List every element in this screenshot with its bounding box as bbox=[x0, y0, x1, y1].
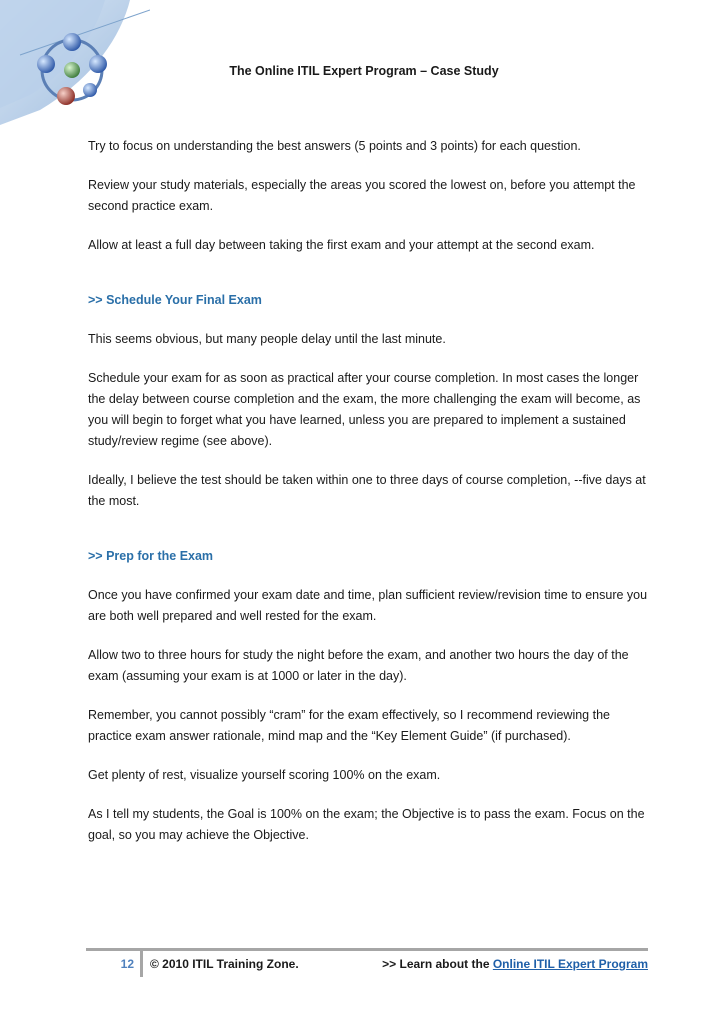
section-heading-schedule: >> Schedule Your Final Exam bbox=[88, 293, 262, 307]
document-body bbox=[88, 136, 648, 864]
paragraph: Remember, you cannot possibly “cram” for the exam effectively, so I recommend reviewing the practice exam answer rationale, mind map and the “Key Element Guide” (if purchased). bbox=[88, 708, 610, 743]
page-header-title: The Online ITIL Expert Program – Case Study bbox=[229, 64, 499, 78]
online-itil-expert-program-link[interactable]: Online ITIL Expert Program bbox=[492, 957, 648, 971]
paragraph: Ideally, I believe the test should be taken within one to three days of course completion, --five days at the most. bbox=[88, 473, 646, 508]
paragraph: Allow at least a full day between taking the first exam and your attempt at the second exam. bbox=[88, 238, 595, 252]
page-footer bbox=[86, 948, 648, 979]
page-number: 12 bbox=[86, 951, 143, 977]
itil-logo-graphic bbox=[0, 0, 150, 125]
paragraph: Once you have confirmed your exam date and time, plan sufficient review/revision time to ensure you are both well prepared and well rested for the exam. bbox=[88, 588, 648, 623]
copyright-notice: © 2010 ITIL Training Zone. bbox=[150, 957, 299, 971]
paragraph: As I tell my students, the Goal is 100% on the exam; the Objective is to pass the exam. Focus on the goal, so you may achieve the Objective. bbox=[88, 807, 645, 842]
paragraph: Try to focus on understanding the best answers (5 points and 3 points) for each question. bbox=[88, 139, 581, 153]
paragraph: Allow two to three hours for study the night before the exam, and another two hours the day of the exam (assuming your exam is at 1000 or later in the day). bbox=[88, 648, 629, 683]
paragraph: This seems obvious, but many people delay until the last minute. bbox=[88, 332, 446, 346]
section-heading-prep: >> Prep for the Exam bbox=[88, 549, 214, 563]
paragraph: Review your study materials, especially the areas you scored the lowest on, before you attempt the second practice exam. bbox=[88, 178, 636, 213]
learn-more-text: >> Learn about the Online ITIL Expert Program bbox=[382, 957, 648, 971]
paragraph: Schedule your exam for as soon as practical after your course completion. In most cases the longer the delay between course completion and the exam, the more challenging the exam will become, as you will begin to forget what you have learned, unless you are prepared to implement a sustained study/review regime (see above). bbox=[88, 371, 641, 448]
paragraph: Get plenty of rest, visualize yourself scoring 100% on the exam. bbox=[88, 768, 441, 782]
